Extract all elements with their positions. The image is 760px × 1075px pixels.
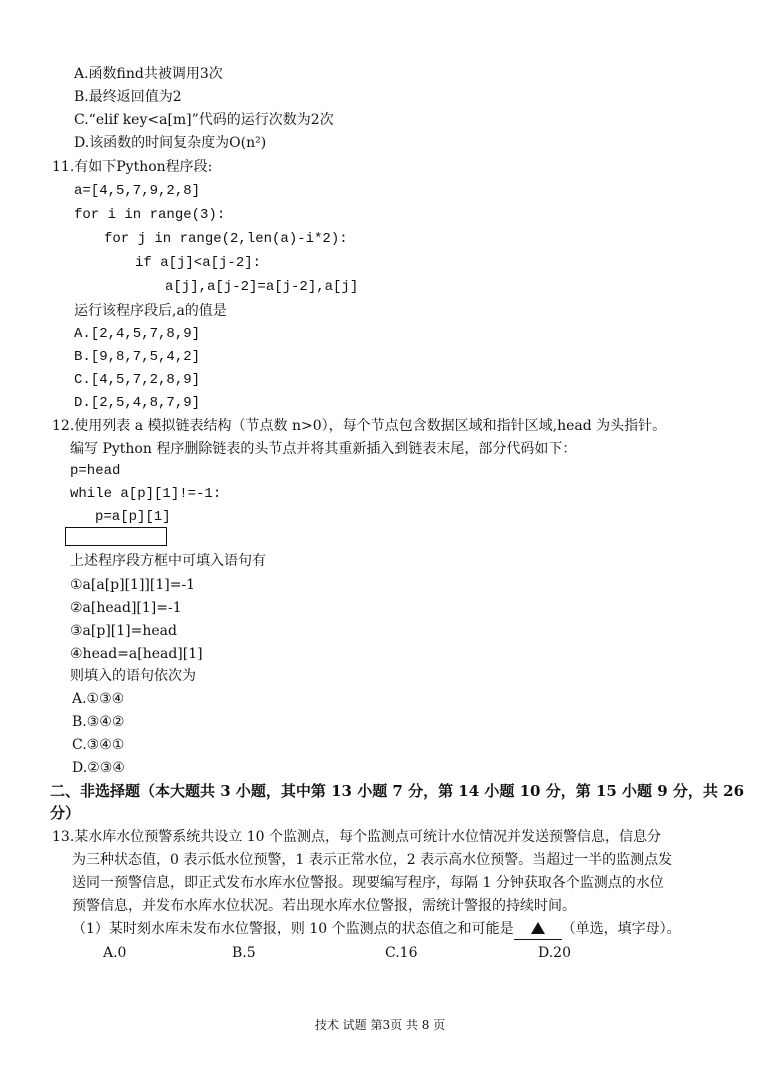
answer-blank[interactable]: [514, 919, 562, 940]
q11-option-a: A.[2,4,5,7,8,9]: [74, 326, 201, 342]
q12-statement-3: ③a[p][1]=head: [70, 623, 177, 639]
q11-option-b: B.[9,8,7,5,4,2]: [74, 349, 201, 365]
q12-prompt-2: 则填入的语句依次为: [70, 668, 196, 684]
q12-code-line: while a[p][1]!=-1:: [70, 486, 222, 502]
q12-stem-continued: 编写 Python 程序删除链表的头节点并将其重新插入到链表末尾，部分代码如下：: [70, 441, 577, 457]
q13-subquestion-1: [72, 919, 681, 940]
section-heading: 二、非选择题（本大题共 3 小题，其中第 13 小题 7 分，第 14 小题 10 分，第 15 小题 9 分，共 26: [50, 782, 745, 800]
q13-choice-a: A.0: [103, 945, 127, 961]
q12-code-line: p=head: [70, 463, 121, 479]
q11-prompt: 运行该程序段后,a的值是: [74, 303, 227, 319]
code-blank-box: [65, 527, 167, 546]
q12-option-d: D.②③④: [72, 760, 125, 776]
q11-code-line: a=[4,5,7,9,2,8]: [74, 183, 201, 199]
q10-option-d: D.该函数的时间复杂度为O(n²): [74, 135, 267, 151]
q12-option-a: A.①③④: [72, 691, 125, 707]
q10-option-c: C.“elif key<a[m]”代码的运行次数为2次: [74, 112, 334, 128]
q11-option-d: D.[2,5,4,8,7,9]: [74, 395, 201, 411]
q13-sub1-text: （1）某时刻水库未发布水位警报，则 10 个监测点的状态值之和可能是: [72, 921, 514, 937]
q11-code-line: for i in range(3):: [74, 207, 226, 223]
page-footer: 技术 试题 第3页 共 8 页: [314, 1018, 446, 1032]
q13-stem-line: 为三种状态值，0 表示低水位预警，1 表示正常水位，2 表示高水位预警。当超过一半的监测点发: [72, 852, 673, 868]
q12-statement-2: ②a[head][1]=-1: [70, 600, 182, 616]
q12-code-line: p=a[p][1]: [95, 509, 171, 525]
q13-stem-line: 预警信息，并发布水库水位状况。若出现水库水位警报，需统计警报的持续时间。: [72, 898, 576, 914]
q12-option-c: C.③④①: [72, 737, 125, 753]
q11-stem: 11.有如下Python程序段:: [52, 159, 213, 175]
q12-prompt: 上述程序段方框中可填入语句有: [70, 553, 266, 569]
q11-code-line: if a[j]<a[j-2]:: [135, 255, 262, 271]
q10-option-b: B.最终返回值为2: [74, 89, 182, 105]
q10-option-a: A.函数find共被调用3次: [74, 66, 223, 82]
q11-code-line: for j in range(2,len(a)-i*2):: [104, 231, 348, 247]
q12-statement-4: ④head=a[head][1]: [70, 646, 203, 662]
q13-choice-d: D.20: [538, 945, 571, 961]
q11-option-c: C.[4,5,7,2,8,9]: [74, 372, 201, 388]
q12-stem: 12.使用列表 a 模拟链表结构（节点数 n>0），每个节点包含数据区域和指针区域,head 为头指针。: [52, 418, 667, 434]
q12-statement-1: ①a[a[p][1]][1]=-1: [70, 577, 196, 593]
q13-choice-c: C.16: [385, 945, 418, 961]
q11-code-line: a[j],a[j-2]=a[j-2],a[j]: [165, 279, 359, 295]
section-heading-continued: 分）: [50, 804, 81, 822]
q13-sub1-suffix: （单选，填字母）。: [561, 921, 681, 937]
triangle-icon: [531, 922, 545, 934]
q13-stem-line: 送同一预警信息，即正式发布水库水位警报。现要编写程序，每隔 1 分钟获取各个监测点的水位: [72, 875, 664, 891]
q13-choice-b: B.5: [232, 945, 256, 961]
q12-option-b: B.③④②: [72, 714, 125, 730]
q13-stem: 13.某水库水位预警系统共设立 10 个监测点，每个监测点可统计水位情况并发送预警信息，信息分: [52, 829, 661, 845]
